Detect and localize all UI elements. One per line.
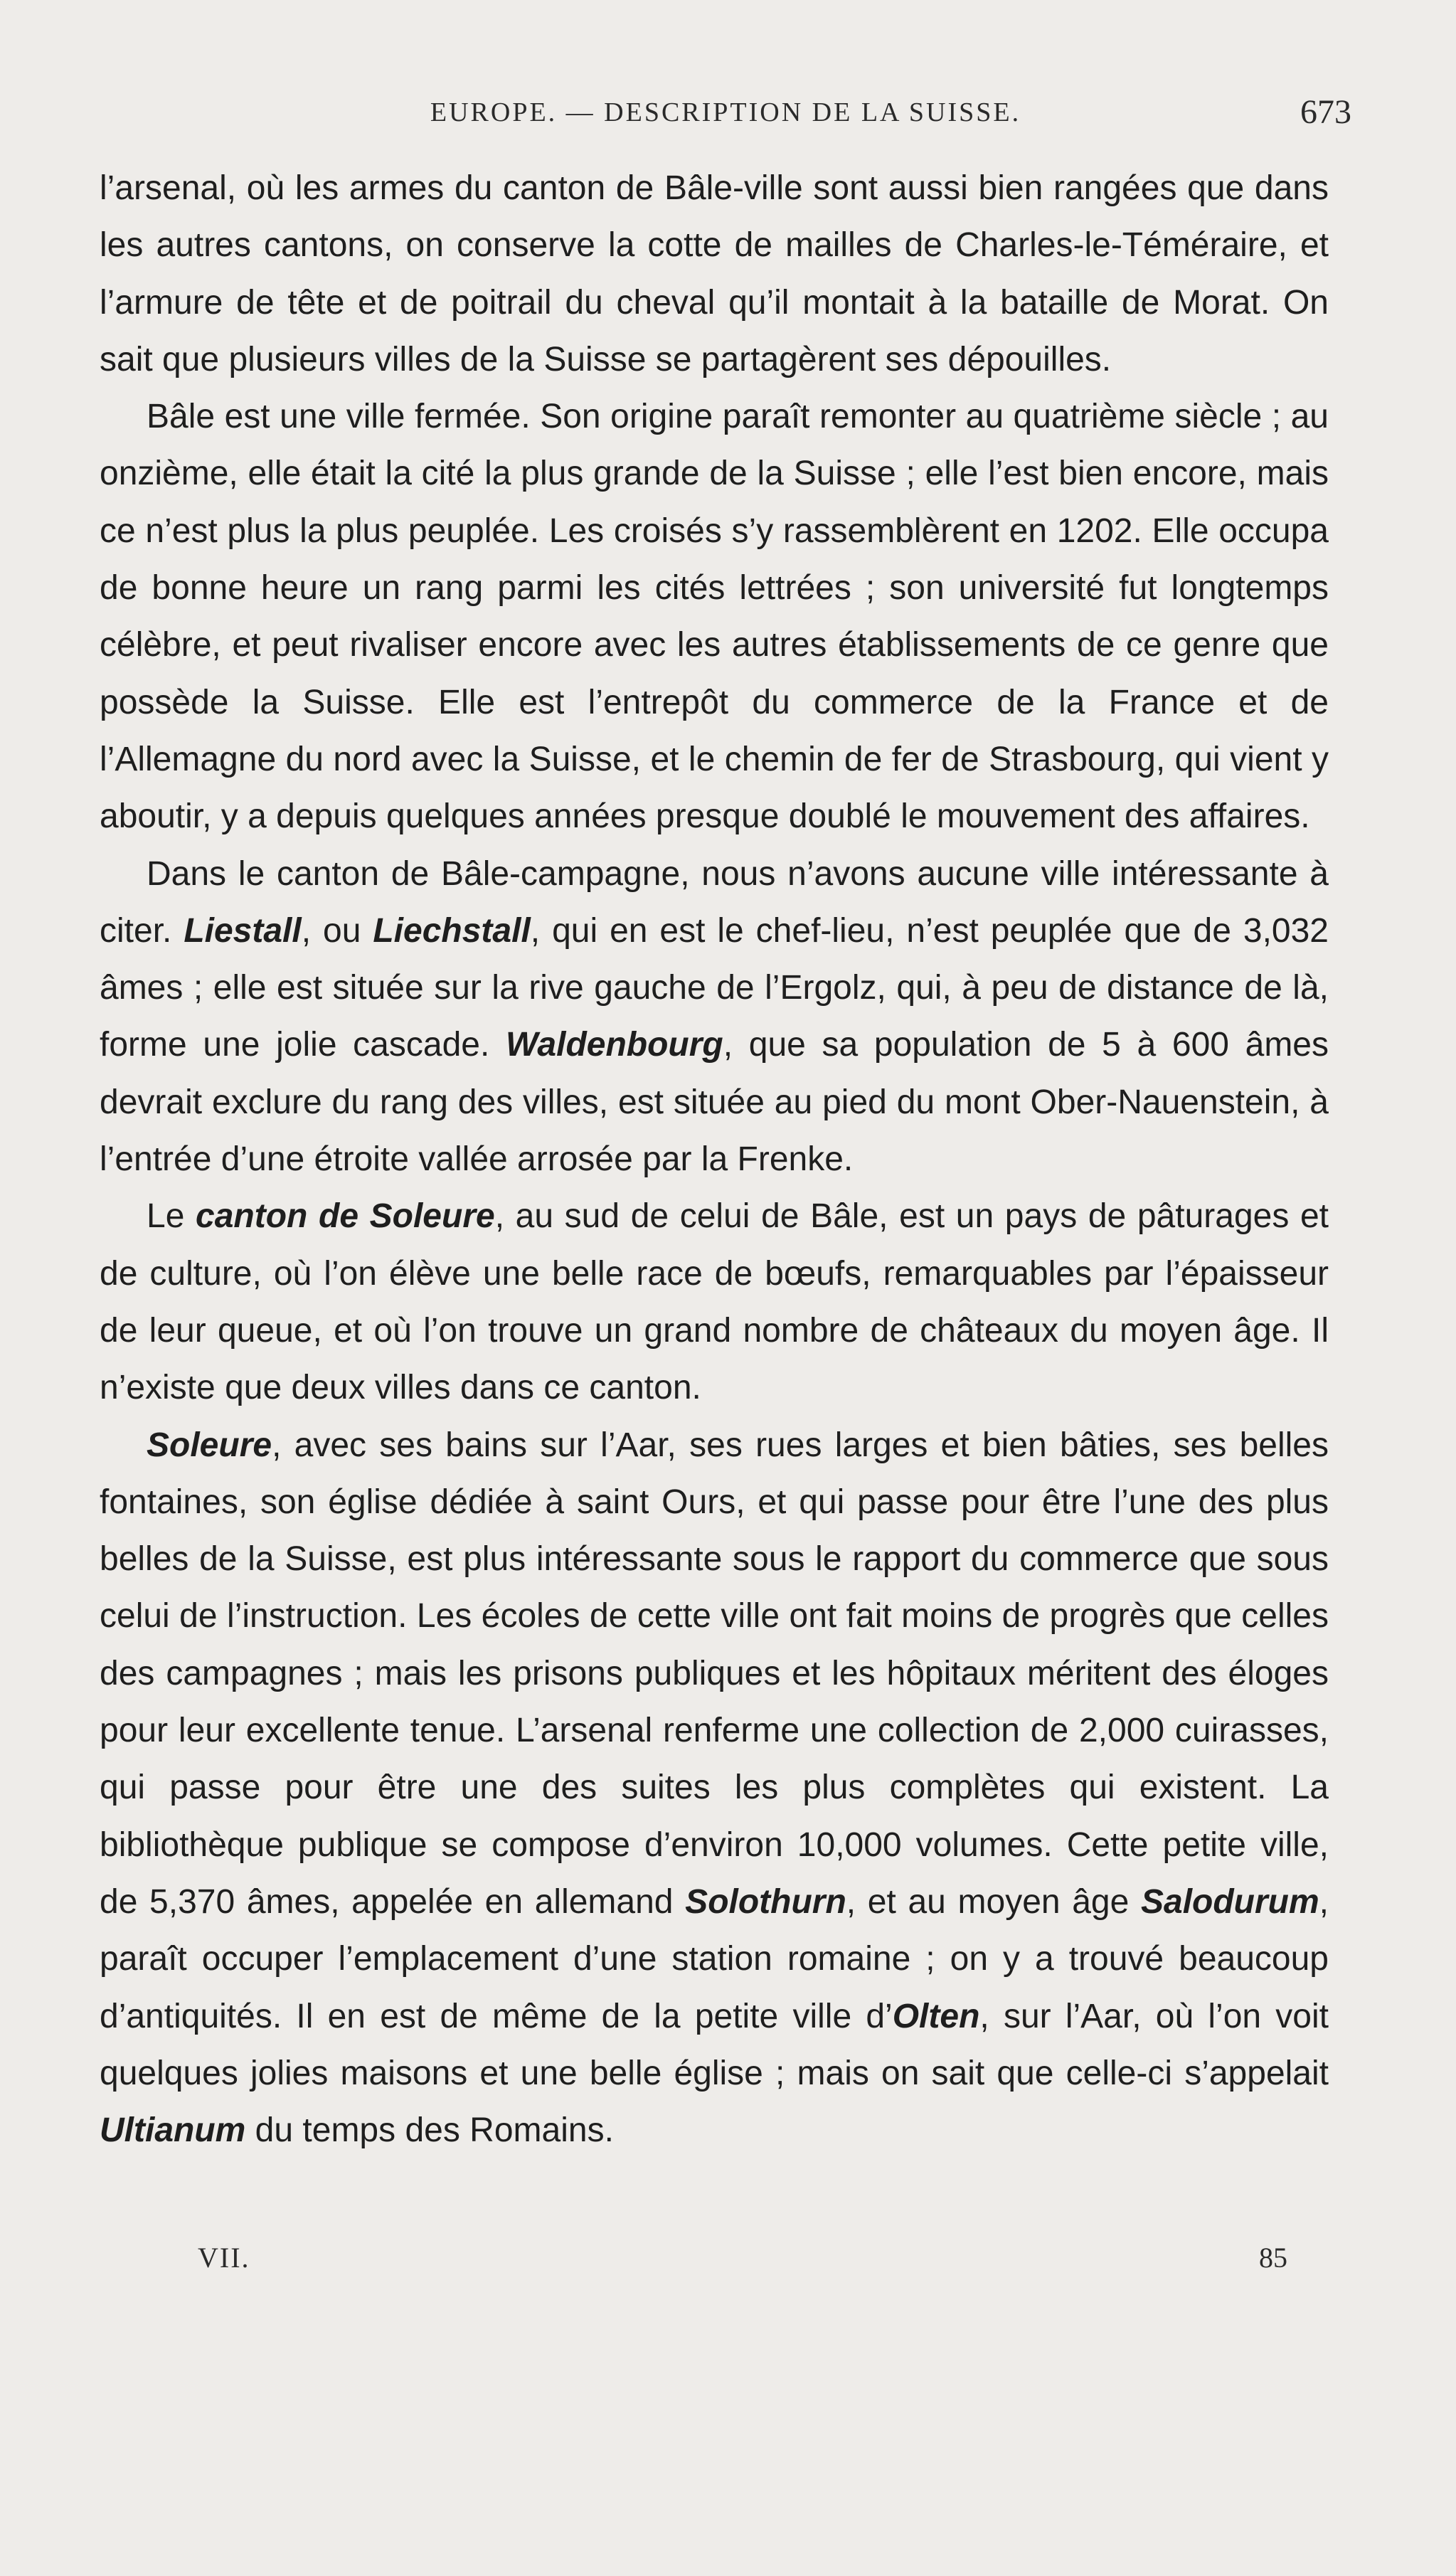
text-run: Le — [147, 1197, 196, 1236]
paragraph-soleure — [100, 1417, 1329, 2160]
place-name-salodurum: Salodurum — [1140, 1882, 1319, 1921]
place-name-ultianum: Ultianum — [100, 2111, 246, 2150]
place-name-canton-de-soleure: canton de Soleure — [196, 1197, 495, 1236]
text-run: l’arsenal, où les armes du canton de Bâle-ville sont aussi bien rangées que dans les autres cantons, on conserve la cotte de mailles de Charles-le-Téméraire, et l’armure de tête et de poitrail du cheval qu’il montait à la bataille de Morat. On sait que plusieurs villes de la Suisse se partagèrent ses dépouilles. — [100, 169, 1329, 378]
text-run: Bâle est une ville fermée. Son origine paraît remonter au quatrième siècle ; au onzième, elle était la cité la plus grande de la Suisse ; elle l’est bien encore, mais ce n’est plus la plus peuplée. Les croisés s’y rassemblèrent en 1202. Elle occupa de bonne heure un rang parmi les cités lettrées ; son université fut longtemps célèbre, et peut rivaliser encore avec les autres établissements de ce genre que possède la Suisse. Elle est l’entrepôt du commerce de la France et de l’Allemagne du nord avec la Suisse, et le chemin de fer de Strasbourg, qui vient y aboutir, y a depuis quelques années presque doublé le mouvement des affaires. — [100, 398, 1329, 836]
page-number: 673 — [1300, 93, 1351, 131]
place-name-solothurn: Solothurn — [685, 1882, 846, 1921]
text-run: Dans le canton de Bâle-campagne, nous n’avons aucune ville intéressante à citer. — [100, 854, 1329, 950]
place-name-olten: Olten — [892, 1997, 980, 2035]
text-run: , et au moyen âge — [846, 1882, 1141, 1921]
text-run: , paraît occuper l’emplacement d’une station romaine ; on y a trouvé beaucoup d’antiquités. Il en est de même de la petite ville d’ — [100, 1882, 1329, 2035]
text-run: , ou — [301, 911, 373, 950]
place-name-soleure: Soleure — [147, 1426, 272, 1464]
running-title: EUROPE. — DESCRIPTION DE LA SUISSE. — [430, 97, 1021, 127]
place-name-waldenbourg: Waldenbourg — [505, 1026, 723, 1064]
signature-mark: 85 — [1259, 2242, 1287, 2274]
paragraph-canton-soleure — [100, 1188, 1329, 1416]
paragraph-arsenal — [100, 160, 1329, 388]
volume-number: VII. — [198, 2242, 250, 2274]
text-run: du temps des Romains. — [245, 2111, 614, 2150]
place-name-liestall: Liestall — [184, 911, 302, 950]
running-head — [100, 93, 1351, 139]
place-name-liechstall: Liechstall — [373, 911, 531, 950]
text-run: , qui en est le chef-lieu, n’est peuplée que de 3,032 âmes ; elle est située sur la rive gauche de l’Ergolz, qui, à peu de distance de là, forme une jolie cascade. — [100, 911, 1329, 1064]
paragraph-bale-campagne — [100, 846, 1329, 1189]
page-footer — [100, 2241, 1329, 2284]
text-run: , que sa population de 5 à 600 âmes devrait exclure du rang des villes, est située au pied du mont Ober-Nauenstein, à l’entrée d’une étroite vallée arrosée par la Frenke. — [100, 1026, 1329, 1179]
paragraph-bale — [100, 388, 1329, 845]
text-run: , sur l’Aar, où l’on voit quelques jolies maisons et une belle église ; mais on sait que celle-ci s’appelait — [100, 1997, 1329, 2092]
text-run: , avec ses bains sur l’Aar, ses rues larges et bien bâties, ses belles fontaines, son église dédiée à saint Ours, et qui passe pour être l’une des plus belles de la Suisse, est plus intéressante sous le rapport du commerce que sous celui de l’instruction. Les écoles de cette ville ont fait moins de progrès que celles des campagnes ; mais les prisons publiques et les hôpitaux méritent des éloges pour leur excellente tenue. L’arsenal renferme une collection de 2,000 cuirasses, qui passe pour être une des suites les plus complètes qui existent. La bibliothèque publique se compose d’environ 10,000 volumes. Cette petite ville, de 5,370 âmes, appelée en allemand — [100, 1426, 1329, 1921]
body-text — [100, 160, 1329, 2159]
text-run: , au sud de celui de Bâle, est un pays de pâturages et de culture, où l’on élève une belle race de bœufs, remarquables par l’épaisseur de leur queue, et où l’on trouve un grand nombre de châteaux du moyen âge. Il n’existe que deux villes dans ce canton. — [100, 1197, 1329, 1407]
